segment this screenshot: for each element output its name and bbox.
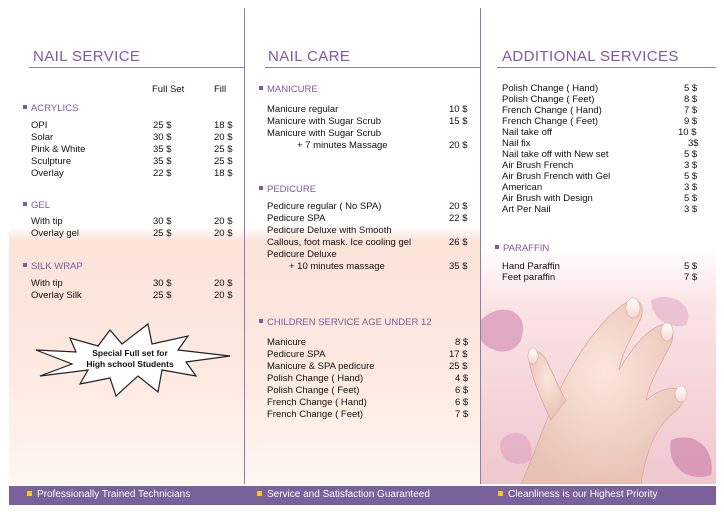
section-pedicure: PEDICURE: [259, 184, 316, 195]
footer-bar: [9, 486, 716, 505]
section-children-service: CHILDREN SERVICE AGE UNDER 12: [259, 317, 432, 328]
special-offer-starburst: [30, 320, 236, 400]
burst-line-2: High school Students: [86, 359, 174, 369]
title-underline: [29, 67, 245, 68]
nail-care-title: NAIL CARE: [268, 48, 351, 65]
bullet-square-icon: [495, 245, 499, 249]
footer-bullet-icon: [257, 491, 262, 496]
bullet-square-icon: [259, 186, 263, 190]
burst-line-1: Special Full set for: [92, 348, 168, 358]
bullet-square-icon: [23, 202, 27, 206]
bullet-square-icon: [259, 86, 263, 90]
additional-services-title: ADDITIONAL SERVICES: [502, 48, 679, 65]
title-underline: [497, 67, 716, 68]
section-silk-wrap: SILK WRAP: [23, 261, 83, 272]
nail-care-panel: NAIL CARE MANICURE Manicure regular 10 $ Manicure with Sugar Scrub 15 $ Manicure with Sugar Scrub + 7 minutes Massage 20 $ PEDICURE Pedicure regular ( No SPA) 20 $ Pedicure SPA 22 $ Pedicure Deluxe with Smooth Callous, foot mask. Ice cooling gel 26 $ Pedicure Deluxe + 10 minutes massage 35 $ CHILDREN SERVICE AGE UNDER 12 Manicure 8 $ Pedicure SPA 17 $ Manicure & SPA pedicure 25 $ Polish Change ( Hand) 4 $ Polish Change ( Feet) 6 $ French Change ( Hand) 6 $ French Change ( Feet) 7 $: [245, 8, 481, 484]
column-divider: [244, 8, 245, 484]
footer-item: Cleanliness is our Highest Priority: [498, 489, 658, 500]
full-set-header: Full Set: [152, 84, 185, 95]
bullet-square-icon: [259, 319, 263, 323]
section-paraffin: PARAFFIN: [495, 243, 549, 254]
nail-service-panel: NAIL SERVICE Full Set Fill ACRYLICS OPI 25 $ 18 $ Solar 30 $ 20 $ Pink & White 35 $ 25 $ Sculpture 35 $ 25 $ Overlay 22 $ 18 $ GEL With tip 30 $ 20 $ Overlay gel 25 $ 20 $ SILK WRAP With tip 30 $ 20 $ Overlay Silk 25 $ 20 $: [9, 8, 245, 484]
additional-services-panel: ADDITIONAL SERVICES Polish Change ( Hand) 5 $ Polish Change ( Feet) 8 $ French Change ( Hand) 7 $ French Change ( Feet) 9 $ Nail take off 10 $ Nail fix 3$ Nail take off with New set 5 $ Air Brush French 3 $ Air Brush French with Gel 5 $ American 3 $ Air Brush with Design 5 $ Art Per Nail 3 $ PARAFFIN Hand Paraffin 5 $ Feet paraffin 7 $: [481, 8, 716, 484]
bullet-square-icon: [23, 105, 27, 109]
manicured-hand-image: [481, 290, 716, 484]
column-divider: [480, 8, 481, 484]
footer-item: Professionally Trained Technicians: [27, 489, 190, 500]
nail-service-title: NAIL SERVICE: [33, 48, 141, 65]
footer-bullet-icon: [27, 491, 32, 496]
title-underline: [265, 67, 481, 68]
bullet-square-icon: [23, 263, 27, 267]
fill-header: Fill: [214, 84, 227, 95]
section-gel: GEL: [23, 200, 50, 211]
section-manicure: MANICURE: [259, 84, 318, 95]
section-acrylics: ACRYLICS: [23, 103, 78, 114]
footer-item: Service and Satisfaction Guaranteed: [257, 489, 430, 500]
footer-bullet-icon: [498, 491, 503, 496]
